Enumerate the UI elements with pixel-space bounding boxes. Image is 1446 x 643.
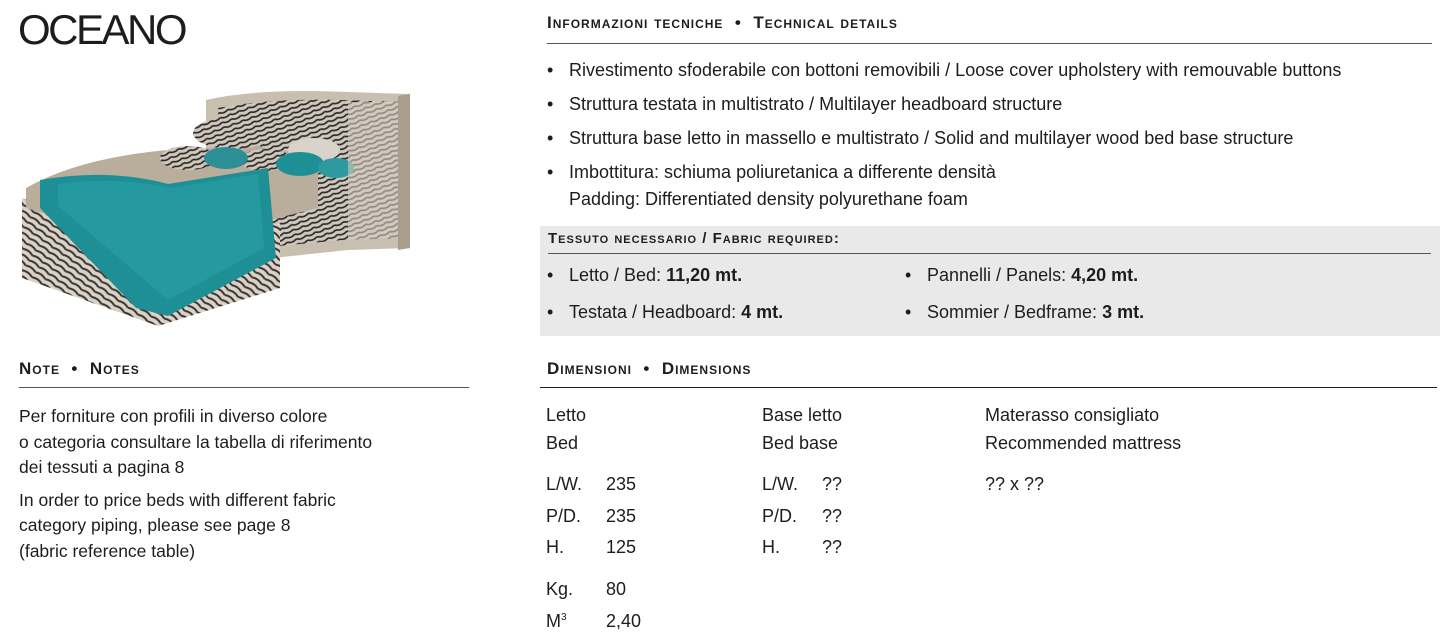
dimensions-heading: [540, 359, 1437, 388]
bullet-icon: •: [547, 60, 554, 80]
dim-base-title-en: Bed base: [762, 433, 839, 453]
fabric-item-panels: [905, 265, 1138, 286]
dim-mattress-title: [985, 401, 1181, 457]
dim-value: 235: [606, 474, 637, 494]
technical-heading-it: Informazioni tecniche: [547, 13, 724, 32]
volume-value: 2,40: [606, 611, 642, 631]
notes-en-line: In order to price beds with different fabric: [19, 489, 336, 510]
dim-value: ??: [822, 506, 843, 526]
technical-heading: [547, 13, 1432, 44]
dim-base-title-it: Base letto: [762, 405, 843, 425]
dim-label: P/D.: [546, 506, 582, 526]
dim-value: ??: [822, 537, 843, 557]
fabric-value: 4 mt.: [741, 302, 784, 322]
bullet-icon: •: [905, 302, 912, 322]
dim-label: L/W.: [546, 474, 583, 494]
bullet-icon: •: [547, 265, 554, 285]
notes-it-line: o categoria consultare la tabella di riferimento: [19, 431, 373, 452]
fabric-box: [540, 226, 1440, 336]
notes-heading-it: Note: [19, 359, 60, 378]
technical-item-text: Rivestimento sfoderabile con bottoni removibili / Loose cover upholstery with remouvable buttons: [569, 60, 1342, 80]
fabric-value: 11,20 mt.: [666, 265, 743, 285]
bullet-icon: •: [547, 302, 554, 322]
technical-item: [547, 57, 1437, 84]
dim-mattress-title-en: Recommended mattress: [985, 433, 1182, 453]
bed-illustration: [18, 88, 418, 333]
technical-heading-en: Technical details: [753, 13, 898, 32]
notes-it-line: Per forniture con profili in diverso colore: [19, 406, 328, 426]
volume-unit: M: [546, 611, 561, 631]
dimensions-separator: •: [643, 359, 651, 378]
dim-value: ??: [822, 474, 843, 494]
fabric-item-headboard: [547, 302, 783, 323]
dim-bed-title: [546, 401, 586, 457]
mattress-size-value: ?? x ??: [985, 474, 1045, 494]
dimensions-heading-it: Dimensioni: [547, 359, 632, 378]
notes-heading-en: Notes: [89, 359, 140, 378]
notes-paragraph-en: [19, 488, 469, 565]
bullet-icon: •: [547, 128, 554, 148]
fabric-value: 3 mt.: [1102, 302, 1145, 322]
bullet-icon: •: [905, 265, 912, 285]
dim-label: H.: [762, 537, 780, 557]
fabric-label: Sommier / Bedframe:: [927, 302, 1098, 322]
bullet-icon: •: [547, 94, 554, 114]
dim-label: L/W.: [762, 474, 799, 494]
bullet-icon: •: [547, 162, 554, 182]
dim-mattress-title-it: Materasso consigliato: [985, 405, 1160, 425]
notes-en-line: category piping, please see page 8: [19, 515, 291, 535]
dim-bed-title-it: Letto: [546, 405, 587, 425]
notes-separator: •: [71, 359, 79, 378]
dim-value: 125: [606, 537, 637, 557]
weight-value: 80: [606, 579, 627, 599]
technical-item: [547, 91, 1437, 118]
notes-body: [19, 404, 469, 571]
product-title: OCEANO: [18, 6, 186, 53]
fabric-label: Pannelli / Panels:: [927, 265, 1067, 285]
dim-label: H.: [546, 537, 564, 557]
fabric-item-bedframe: [905, 302, 1144, 323]
fabric-item-bed: [547, 265, 742, 286]
fabric-value: 4,20 mt.: [1071, 265, 1139, 285]
padding-en: Padding: Differentiated density polyurethane foam: [569, 189, 968, 209]
notes-en-line: (fabric reference table): [19, 540, 196, 561]
weight-label: Kg.: [546, 579, 574, 599]
technical-item-text: Struttura testata in multistrato / Multilayer headboard structure: [569, 94, 1063, 114]
volume-label: [546, 611, 567, 632]
fabric-label: Testata / Headboard:: [569, 302, 737, 322]
notes-heading: [19, 359, 469, 388]
dim-base-title: [762, 401, 842, 457]
technical-item: [547, 125, 1437, 152]
technical-item-text: Struttura base letto in massello e multistrato / Solid and multilayer wood bed base structure: [569, 128, 1294, 148]
technical-list: [547, 57, 1437, 220]
technical-separator: •: [734, 13, 742, 32]
dim-value: 235: [606, 506, 637, 526]
dimensions-heading-en: Dimensions: [661, 359, 752, 378]
dim-label: P/D.: [762, 506, 798, 526]
volume-exponent: 3: [561, 612, 567, 623]
notes-it-line: dei tessuti a pagina 8: [19, 457, 185, 477]
notes-paragraph-it: [19, 404, 469, 481]
padding-it: Imbottitura: schiuma poliuretanica a differente densità: [569, 162, 996, 182]
fabric-heading: Tessuto necessario / Fabric required:: [548, 230, 1431, 254]
fabric-label: Letto / Bed:: [569, 265, 662, 285]
dim-bed-title-en: Bed: [546, 433, 579, 453]
technical-item-padding: [547, 159, 1437, 213]
